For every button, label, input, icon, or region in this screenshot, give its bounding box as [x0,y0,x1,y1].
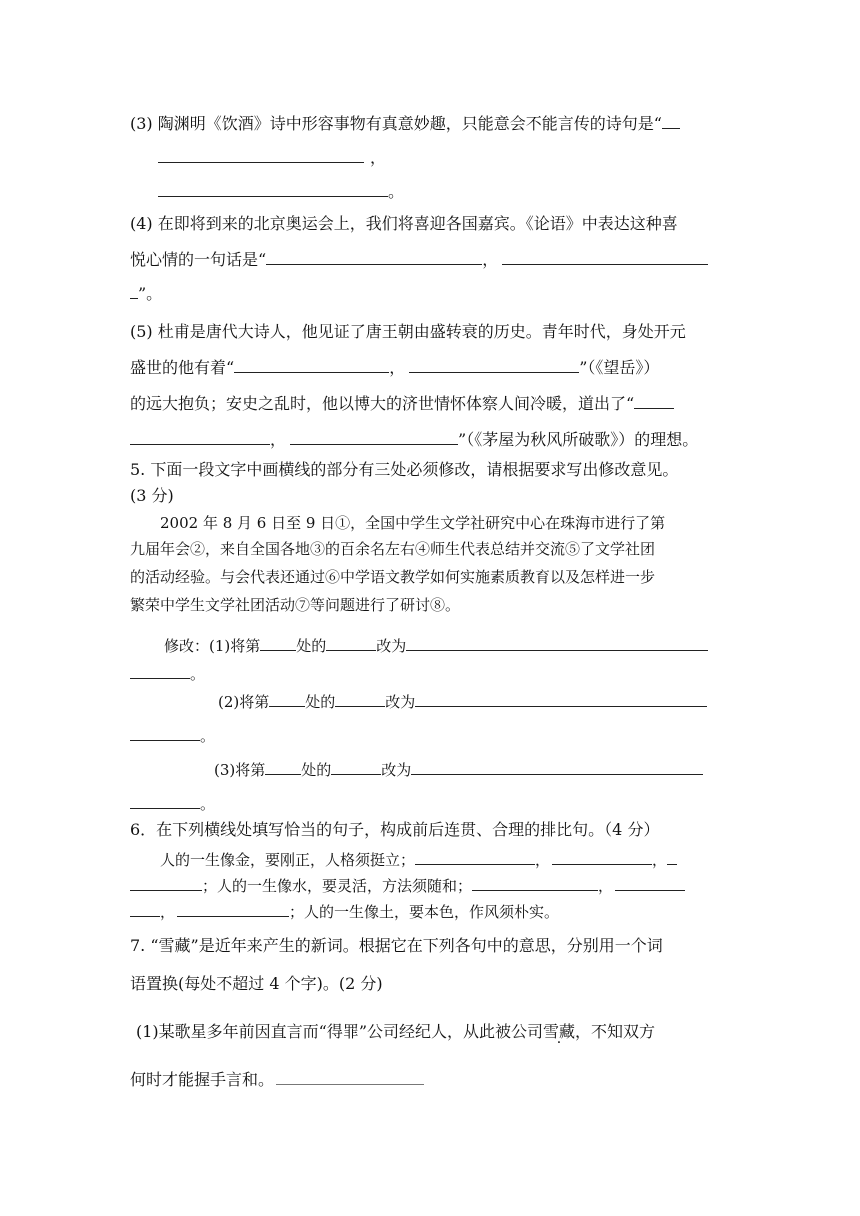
q5-para-4 [130,598,460,613]
fix-3-cont [130,794,215,812]
q7-text: ，不知双方 [575,1022,656,1041]
q7-text: 7. “雪藏”是近年来产生的新词。根据它在下列各句中的意思，分别用一个词 [130,936,663,955]
q4-line-1 [130,216,678,232]
punct: ， [270,430,287,449]
answer-blank[interactable] [130,284,138,299]
q5-para-1 [160,516,665,531]
punct: ， [535,851,551,869]
q5-text: (3 分) [130,486,174,505]
punct: 。 [200,727,216,745]
answer-blank[interactable] [415,850,535,865]
q5-para-3 [130,570,655,585]
answer-blank[interactable] [615,876,685,891]
answer-blank[interactable] [290,430,458,445]
q4-line-3 [130,284,162,302]
answer-blank[interactable] [234,358,389,373]
answer-blank[interactable] [130,430,270,445]
answer-blank[interactable] [472,876,598,891]
answer-blank[interactable] [130,794,200,809]
punct: ， [482,250,499,269]
q5p-line-1 [130,324,686,340]
answer-blank[interactable] [158,182,388,197]
q7-sentence-1-cont [130,1070,424,1088]
q5-para-text: 的活动经验。与会代表还通过⑥中学语文教学如何实施素质教育以及怎样进一步 [130,568,656,586]
q6-text: 6．在下列横线处填写恰当的句子，构成前后连贯、合理的排比句。（4 分） [130,820,660,839]
fix-1-cont [130,664,205,682]
q6-line-2 [130,876,685,894]
fix-text: 处的 [305,693,336,711]
q5p-line-4 [130,430,698,448]
answer-blank[interactable] [406,636,708,651]
answer-blank[interactable] [177,902,289,917]
punct: 。 [388,182,405,201]
q5-para-text: 九届年会②，来自全国各地③的百余名左右④师生代表总结并交流⑤了文学社团 [130,540,656,558]
answer-blank[interactable] [130,902,160,917]
q5-para-text: 2002 年 8 月 6 日至 9 日①，全国中学生文学社研究中心在珠海市进行了第 [160,514,666,532]
answer-blank[interactable] [266,250,482,265]
answer-blank[interactable] [335,692,385,707]
fix-label: 修改： [164,637,210,655]
q6-text: ；人的一生像土，要本色，作风须朴实。 [289,903,560,921]
answer-blank[interactable] [130,664,190,679]
answer-blank[interactable] [502,250,708,265]
q7-line-2 [130,976,383,992]
answer-blank[interactable] [260,636,296,651]
punct: 。 [190,665,206,683]
answer-blank[interactable] [667,850,677,865]
q3-text: (3) 陶渊明《饮酒》诗中形容事物有真意妙趣，只能意会不能言传的诗句是“ [130,114,662,133]
fix-text: 改为 [381,761,412,779]
q5p-text: (5) 杜甫是唐代大诗人，他见证了唐王朝由盛转衰的历史。青年时代，身处开元 [130,322,686,341]
q6-title [130,822,659,838]
fix-2-cont [130,726,215,744]
fix-text: 处的 [301,761,332,779]
q6-line-3 [130,902,559,920]
q4-text: 悦心情的一句话是“ [130,250,267,269]
q5p-text: ”（《望岳》） [579,358,660,377]
q7-title [130,938,663,954]
q5p-text: 的远大抱负；安史之乱时，他以博大的济世情怀体察人间冷暖，道出了“ [130,394,635,413]
q5-text: 5. 下面一段文字中画横线的部分有三处必须修改，请根据要求写出修改意见。 [130,460,679,479]
q6-text: ；人的一生像水，要灵活，方法须随和； [202,877,473,895]
q7-text: 何时才能握手言和。 [130,1070,275,1089]
answer-blank[interactable] [265,760,301,775]
answer-blank[interactable] [276,1070,424,1085]
answer-blank[interactable] [158,148,364,163]
answer-blank[interactable] [130,726,200,741]
q5p-text: ”（《茅屋为秋风所破歌》）的理想。 [458,430,699,449]
q5p-line-2 [130,358,659,376]
fix-text: 处的 [296,637,327,655]
q5-para-2 [130,542,655,557]
q7-sentence-1 [136,1024,655,1040]
q3-line-3 [158,182,404,200]
fix-2 [218,692,707,710]
q7-text: (1)某歌星多年前因直言而“得罪”公司经纪人，从此被公司 [136,1022,544,1041]
q7-text: 语置换(每处不超过 4 个字)。(2 分) [130,974,383,993]
emphasized-word: 雪藏 [543,1022,576,1041]
fix-text: 改为 [385,693,416,711]
fix-1 [164,636,708,654]
q4-line-2 [130,250,708,268]
punct: ， [598,877,614,895]
q5-title [130,462,678,478]
punct: 。 [200,795,216,813]
answer-blank[interactable] [331,760,381,775]
q5p-text: 盛世的他有着“ [130,358,235,377]
fix-text: (3)将第 [214,761,266,779]
answer-blank[interactable] [552,850,652,865]
answer-blank[interactable] [634,394,674,409]
answer-blank[interactable] [409,358,579,373]
answer-blank[interactable] [130,876,202,891]
answer-blank[interactable] [411,760,703,775]
answer-blank[interactable] [326,636,376,651]
q5-para-text: 繁荣中学生文学社团活动⑦等问题进行了研讨⑧。 [130,596,461,614]
punct: ”。 [138,284,163,303]
q3-line-2 [158,148,386,166]
answer-blank[interactable] [662,114,680,129]
q3-line-1 [130,114,680,132]
q5p-line-3 [130,394,674,412]
punct: ， [160,903,176,921]
punct: ， [652,851,668,869]
q5-score [130,488,174,504]
fix-3 [214,760,703,778]
q4-text: (4) 在即将到来的北京奥运会上，我们将喜迎各国嘉宾。《论语》中表达这种喜 [130,214,678,233]
answer-blank[interactable] [269,692,305,707]
fix-text: (1)将第 [209,637,261,655]
fix-text: (2)将第 [218,693,270,711]
fix-text: 改为 [376,637,407,655]
punct: ， [389,358,406,377]
punct: ， [370,148,387,167]
q6-line-1 [160,850,677,868]
q6-text: 人的一生像金，要刚正，人格须挺立； [160,851,416,869]
answer-blank[interactable] [415,692,707,707]
